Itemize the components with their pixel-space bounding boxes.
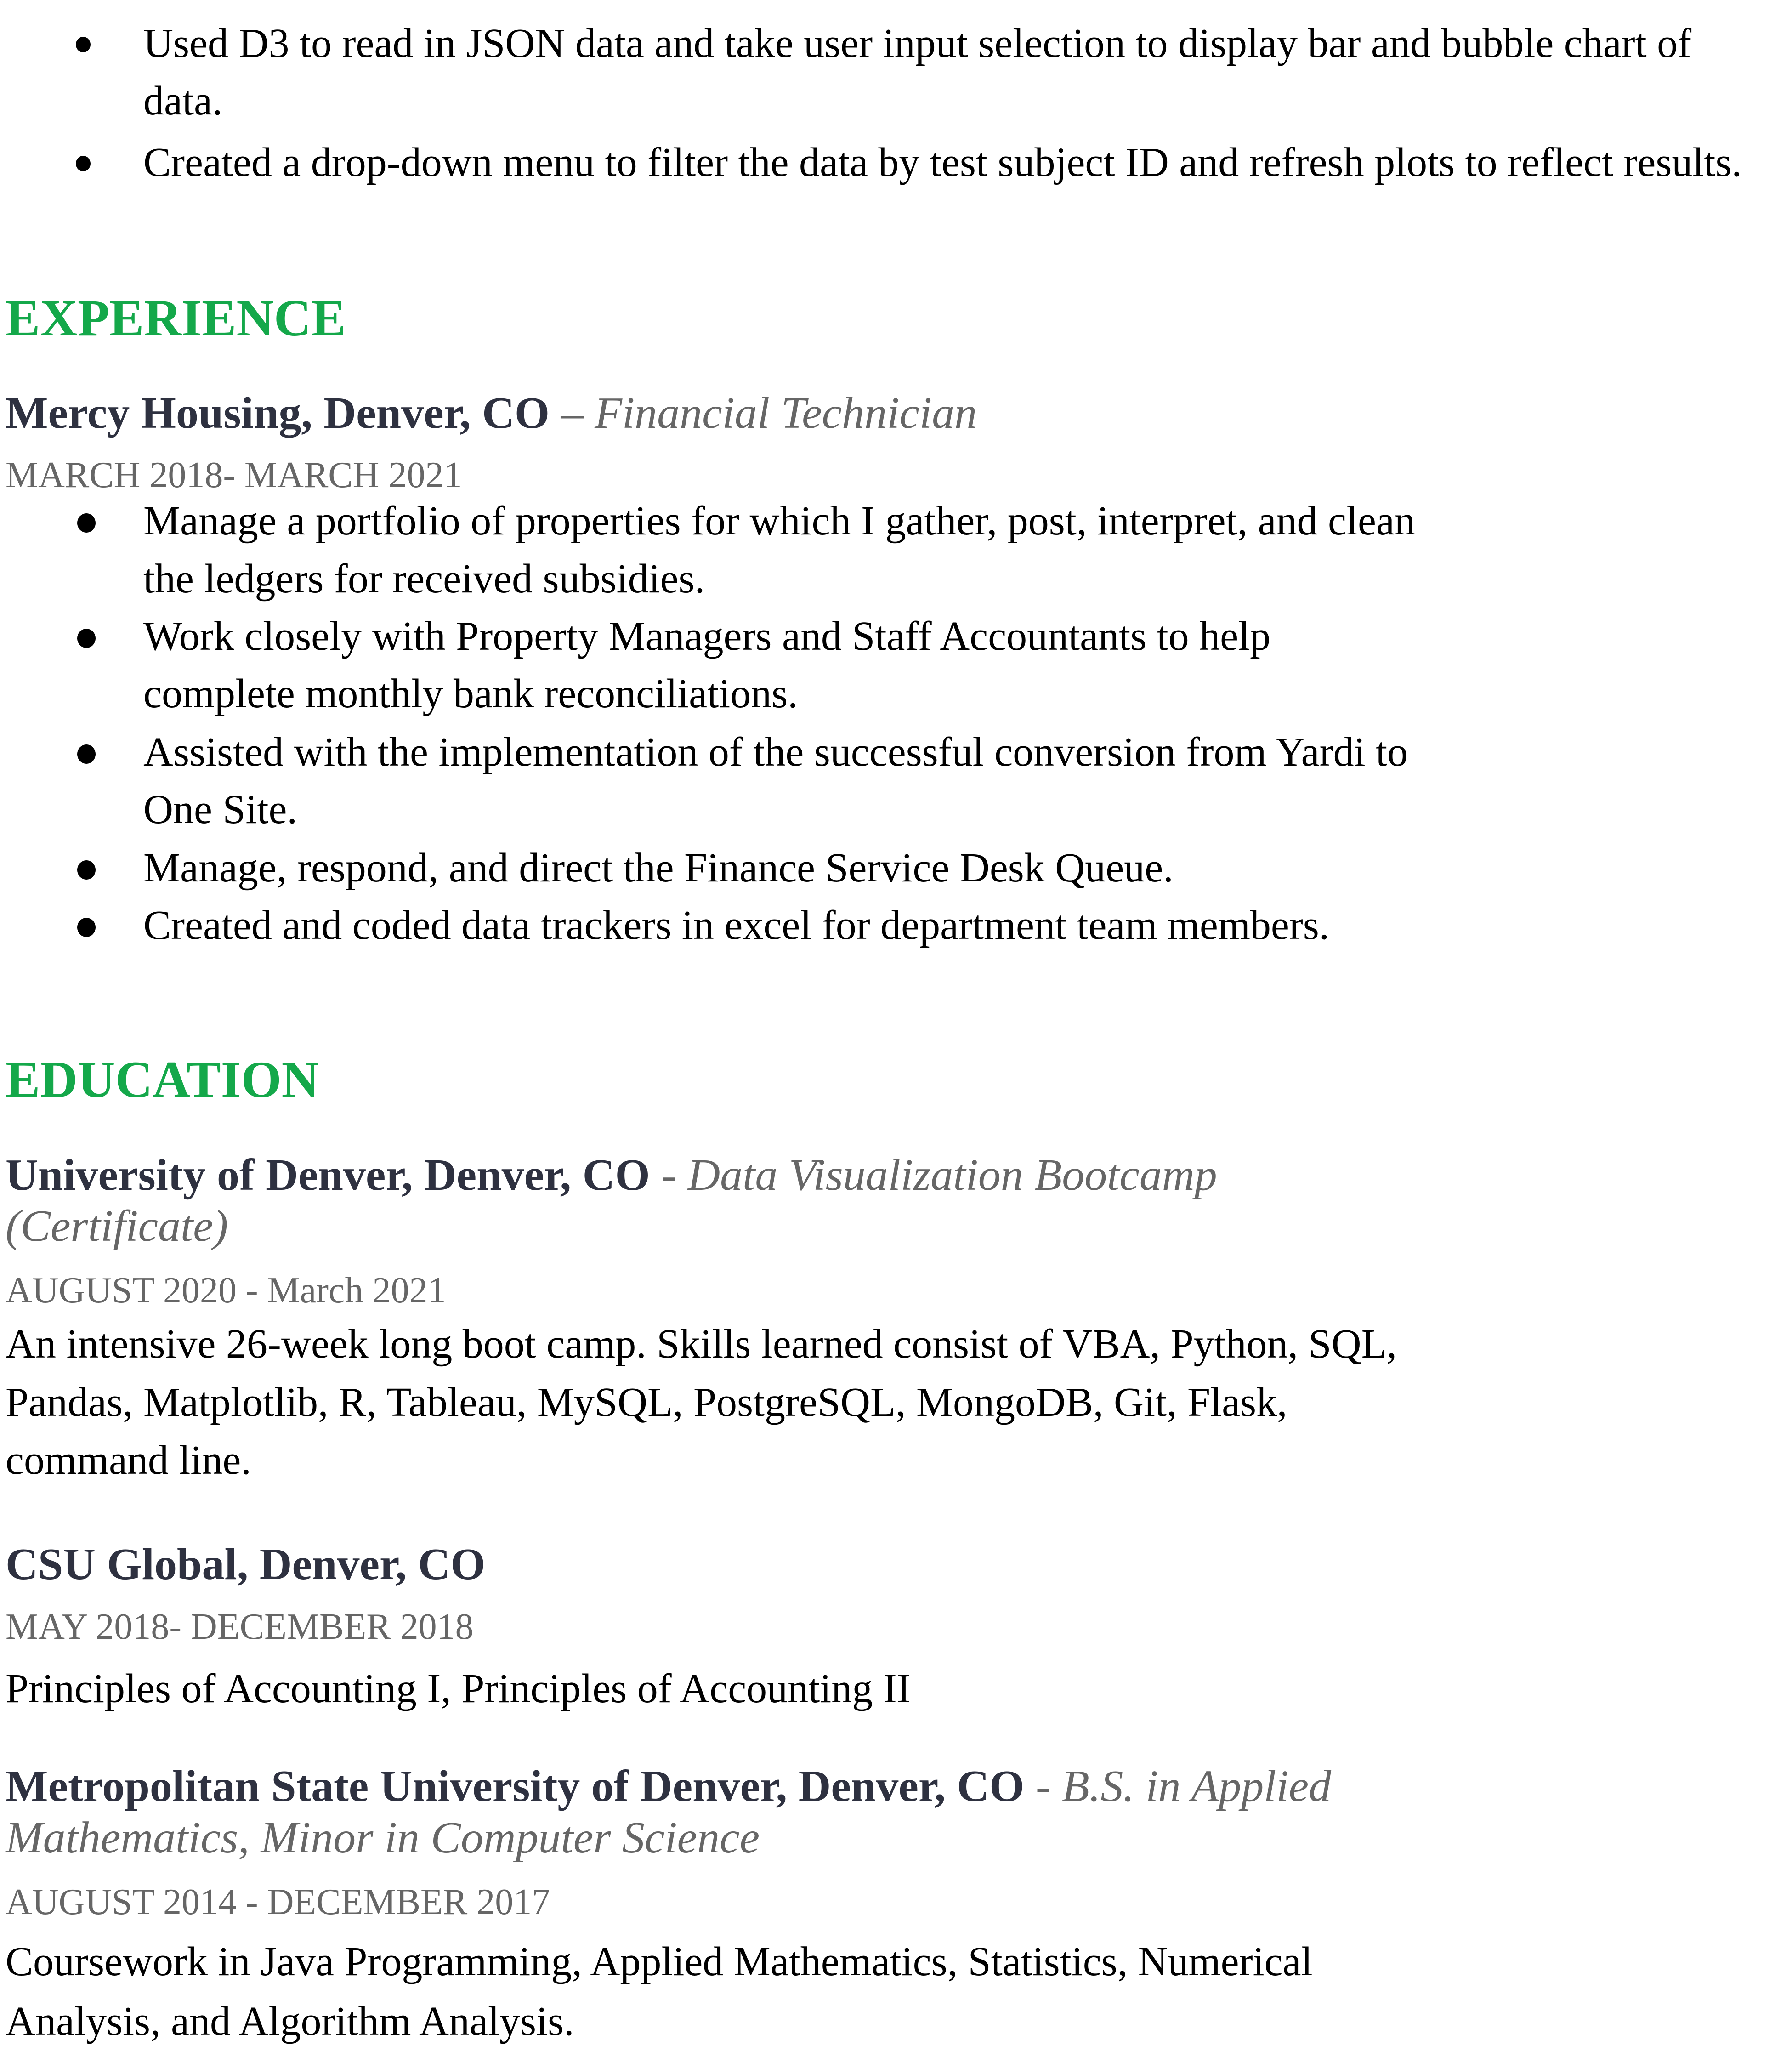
- school-description: Coursework in Java Programming, Applied Mathematics, Statistics, Numerical: [6, 1939, 1313, 1984]
- program-name-continued: (Certificate): [6, 1201, 228, 1251]
- bullet-text: the ledgers for received subsidies.: [143, 556, 705, 602]
- school-description: Analysis, and Algorithm Analysis.: [6, 1999, 574, 2044]
- bullet-icon: [76, 37, 91, 52]
- program-separator: -: [650, 1150, 688, 1200]
- bullet-text: One Site.: [143, 787, 297, 832]
- bullet-icon: [77, 744, 96, 764]
- bullet-text: Assisted with the implementation of the successful conversion from Yardi to: [143, 729, 1408, 775]
- school-dates: AUGUST 2014 - DECEMBER 2017: [6, 1882, 550, 1922]
- bullet-icon: [77, 629, 96, 648]
- school-description: command line.: [6, 1438, 251, 1483]
- bullet-icon: [76, 156, 91, 171]
- school-header: [6, 1150, 1217, 1200]
- bullet-text: Created and coded data trackers in excel for department team members.: [143, 903, 1330, 948]
- bullet-icon: [77, 513, 96, 533]
- school-dates: AUGUST 2020 - March 2021: [6, 1270, 446, 1311]
- bullet-text: data.: [143, 78, 223, 124]
- program-name: Data Visualization Bootcamp: [687, 1150, 1217, 1200]
- school-header: [6, 1540, 486, 1589]
- section-heading-education: EDUCATION: [6, 1051, 319, 1108]
- program-name: B.S. in Applied: [1062, 1762, 1332, 1811]
- section-heading-experience: EXPERIENCE: [6, 290, 346, 347]
- school-name: CSU Global, Denver, CO: [6, 1540, 486, 1589]
- bullet-text: Manage, respond, and direct the Finance Service Desk Queue.: [143, 845, 1174, 891]
- bullet-icon: [77, 918, 96, 937]
- job-title: Financial Technician: [595, 388, 977, 438]
- employer-name: Mercy Housing, Denver, CO: [6, 388, 550, 438]
- school-header: [6, 1762, 1331, 1811]
- school-name: Metropolitan State University of Denver, Denver, CO: [6, 1762, 1025, 1811]
- job-dates: MARCH 2018- MARCH 2021: [6, 455, 462, 495]
- school-description: An intensive 26-week long boot camp. Skills learned consist of VBA, Python, SQL,: [6, 1321, 1397, 1367]
- bullet-icon: [77, 860, 96, 880]
- program-separator: -: [1024, 1762, 1062, 1811]
- bullet-text: Manage a portfolio of properties for which I gather, post, interpret, and clean: [143, 498, 1415, 544]
- school-name: University of Denver, Denver, CO: [6, 1150, 650, 1200]
- bullet-text: Work closely with Property Managers and Staff Accountants to help: [143, 614, 1271, 659]
- bullet-text: Used D3 to read in JSON data and take user input selection to display bar and bubble chart of: [143, 21, 1692, 66]
- school-description: Pandas, Matplotlib, R, Tableau, MySQL, PostgreSQL, MongoDB, Git, Flask,: [6, 1380, 1287, 1425]
- title-separator: –: [550, 388, 595, 438]
- program-name-continued: Mathematics, Minor in Computer Science: [6, 1813, 760, 1863]
- job-header: [6, 388, 977, 438]
- school-dates: MAY 2018- DECEMBER 2018: [6, 1607, 474, 1647]
- bullet-text: Created a drop-down menu to filter the data by test subject ID and refresh plots to reflect results.: [143, 140, 1742, 185]
- bullet-text: complete monthly bank reconciliations.: [143, 671, 798, 716]
- school-description: Principles of Accounting I, Principles of Accounting II: [6, 1666, 911, 1711]
